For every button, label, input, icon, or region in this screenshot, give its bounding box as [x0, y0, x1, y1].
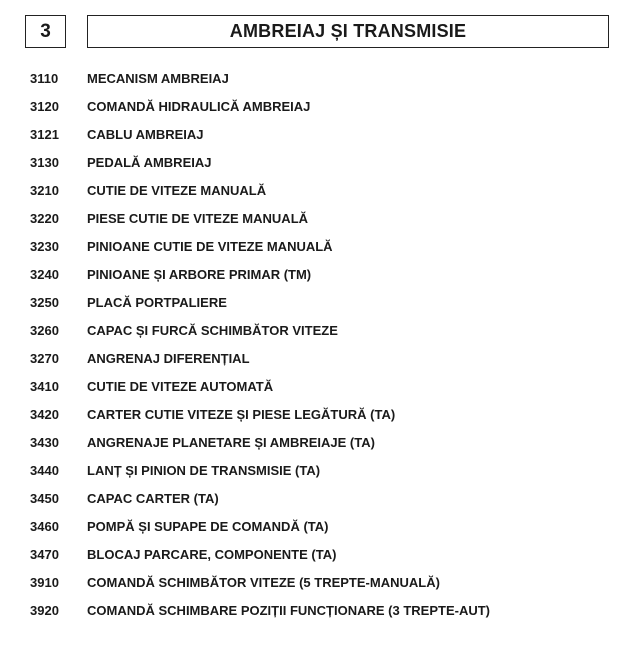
list-item: [0, 428, 620, 456]
item-code: 3460: [30, 518, 59, 534]
list-item: [0, 372, 620, 400]
section-title-box: [87, 15, 609, 48]
list-item: [0, 456, 620, 484]
item-label: PIESE CUTIE DE VITEZE MANUALĂ: [87, 210, 309, 226]
list-item: [0, 204, 620, 232]
list-item: [0, 176, 620, 204]
item-label: PLACĂ PORTPALIERE: [87, 294, 227, 310]
list-item: [0, 568, 620, 596]
list-item: [0, 400, 620, 428]
list-item: [0, 92, 620, 120]
item-label: ANGRENAJE PLANETARE ȘI AMBREIAJE (TA): [87, 434, 375, 450]
item-code: 3121: [30, 126, 59, 142]
item-label: POMPĂ ȘI SUPAPE DE COMANDĂ (TA): [87, 518, 329, 534]
item-label: CAPAC ȘI FURCĂ SCHIMBĂTOR VITEZE: [87, 322, 338, 338]
item-label: BLOCAJ PARCARE, COMPONENTE (TA): [87, 546, 337, 562]
section-number-box: [25, 15, 66, 48]
item-label: CUTIE DE VITEZE MANUALĂ: [87, 182, 267, 198]
item-label: CUTIE DE VITEZE AUTOMATĂ: [87, 378, 274, 394]
item-label: COMANDĂ SCHIMBĂTOR VITEZE (5 TREPTE-MANUALĂ): [87, 574, 440, 590]
index-list: [0, 64, 620, 624]
item-code: 3270: [30, 350, 59, 366]
list-item: [0, 232, 620, 260]
list-item: [0, 484, 620, 512]
item-label: PINIOANE CUTIE DE VITEZE MANUALĂ: [87, 238, 333, 254]
item-label: CAPAC CARTER (TA): [87, 490, 219, 506]
list-item: [0, 148, 620, 176]
item-label: COMANDĂ SCHIMBARE POZIȚII FUNCȚIONARE (3 TREPTE-AUT): [87, 602, 490, 618]
section-number: 3: [40, 20, 51, 42]
item-code: 3240: [30, 266, 59, 282]
item-code: 3260: [30, 322, 59, 338]
item-label: ANGRENAJ DIFERENȚIAL: [87, 350, 250, 366]
item-code: 3210: [30, 182, 59, 198]
item-code: 3920: [30, 602, 59, 618]
item-code: 3410: [30, 378, 59, 394]
item-code: 3120: [30, 98, 59, 114]
list-item: [0, 596, 620, 624]
item-label: PINIOANE ȘI ARBORE PRIMAR (TM): [87, 266, 312, 282]
list-item: [0, 316, 620, 344]
list-item: [0, 540, 620, 568]
list-item: [0, 260, 620, 288]
item-label: PEDALĂ AMBREIAJ: [87, 154, 212, 170]
item-code: 3130: [30, 154, 59, 170]
list-item: [0, 344, 620, 372]
section-title: AMBREIAJ ȘI TRANSMISIE: [229, 21, 467, 41]
list-item: [0, 288, 620, 316]
item-code: 3220: [30, 210, 59, 226]
list-item: [0, 512, 620, 540]
item-label: CARTER CUTIE VITEZE ȘI PIESE LEGĂTURĂ (TA): [87, 406, 396, 422]
item-label: COMANDĂ HIDRAULICĂ AMBREIAJ: [87, 98, 311, 114]
list-item: [0, 64, 620, 92]
item-code: 3450: [30, 490, 59, 506]
item-code: 3110: [30, 70, 59, 86]
item-label: CABLU AMBREIAJ: [87, 126, 204, 142]
item-label: MECANISM AMBREIAJ: [87, 70, 229, 86]
list-item: [0, 120, 620, 148]
item-code: 3250: [30, 294, 59, 310]
item-code: 3440: [30, 462, 59, 478]
item-code: 3430: [30, 434, 59, 450]
item-code: 3230: [30, 238, 59, 254]
item-code: 3470: [30, 546, 59, 562]
item-code: 3910: [30, 574, 59, 590]
item-label: LANȚ ȘI PINION DE TRANSMISIE (TA): [87, 462, 321, 478]
item-code: 3420: [30, 406, 59, 422]
